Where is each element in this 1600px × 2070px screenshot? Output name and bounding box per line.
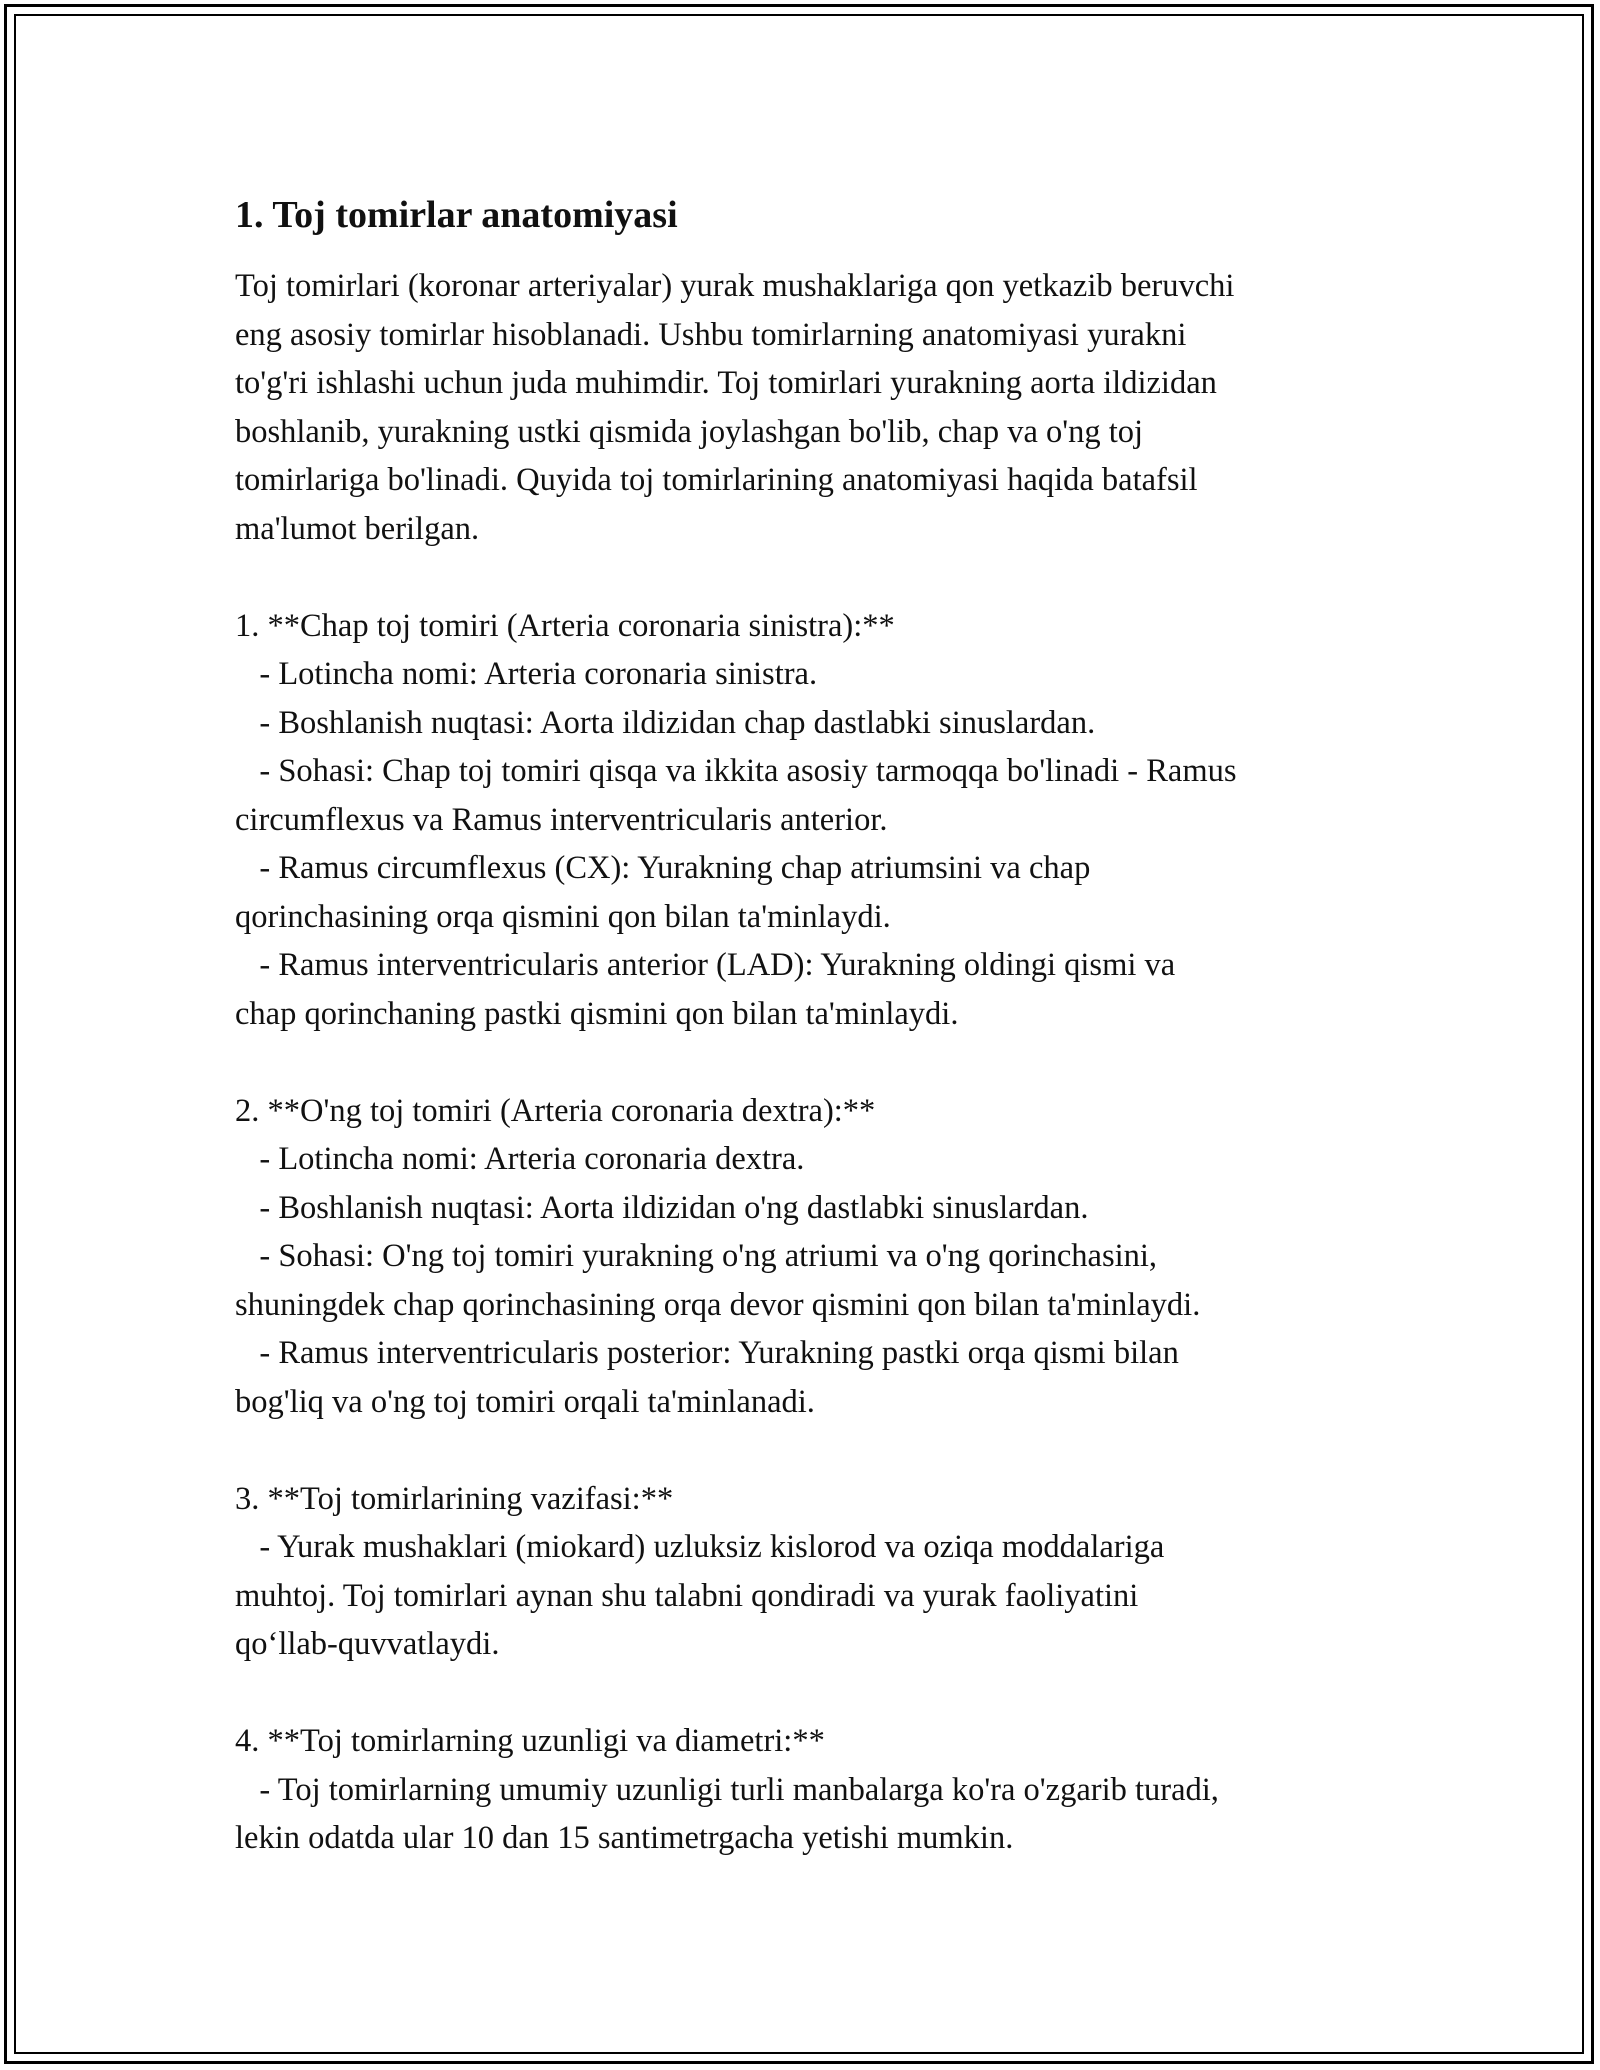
- paragraph-gap: [235, 1426, 1385, 1475]
- text-line: bog'liq va o'ng toj tomiri orqali ta'minlanadi.: [235, 1383, 815, 1420]
- text-line: - Sohasi: O'ng toj tomiri yurakning o'ng atriumi va o'ng qorinchasini,: [235, 1238, 1158, 1274]
- text-line: - Boshlanish nuqtasi: Aorta ildizidan o'ng dastlabki sinuslardan.: [235, 1189, 1089, 1226]
- section-length-diameter: [235, 1717, 1385, 1863]
- text-line: ma'lumot berilgan.: [235, 510, 480, 547]
- text-line: muhtoj. Toj tomirlari aynan shu talabni qondiradi va yurak faoliyatini: [235, 1577, 1139, 1614]
- paragraph-gap: [235, 1038, 1385, 1087]
- text-line: Toj tomirlari (koronar arteriyalar) yurak mushaklariga qon yetkazib beruvchi: [235, 268, 1235, 304]
- text-line: - Toj tomirlarning umumiy uzunligi turli manbalarga ko'ra o'zgarib turadi,: [235, 1771, 1219, 1808]
- section-heading: 1. **Chap toj tomiri (Arteria coronaria sinistra):**: [235, 607, 895, 644]
- section-coronary-function: [235, 1475, 1385, 1669]
- text-line: boshlanib, yurakning ustki qismida joylashgan bo'lib, chap va o'ng toj: [235, 413, 1144, 450]
- text-line: - Ramus interventricularis anterior (LAD): Yurakning oldingi qismi va: [235, 947, 1176, 983]
- text-line: lekin odatda ular 10 dan 15 santimetrgacha yetishi mumkin.: [235, 1820, 1014, 1856]
- text-line: eng asosiy tomirlar hisoblanadi. Ushbu tomirlarning anatomiyasi yurakni: [235, 316, 1187, 353]
- text-line: - Sohasi: Chap toj tomiri qisqa va ikkita asosiy tarmoqqa bo'linadi - Ramus: [235, 753, 1237, 789]
- text-line: chap qorinchaning pastki qismini qon bilan ta'minlaydi.: [235, 995, 959, 1032]
- paragraph-gap: [235, 553, 1385, 602]
- section-left-coronary-artery: [235, 602, 1385, 1039]
- section-heading: 3. **Toj tomirlarining vazifasi:**: [235, 1480, 674, 1517]
- text-line: - Lotincha nomi: Arteria coronaria sinistra.: [235, 656, 818, 692]
- section-heading: 2. **O'ng toj tomiri (Arteria coronaria dextra):**: [235, 1092, 876, 1129]
- intro-paragraph: [235, 262, 1385, 553]
- text-line: - Lotincha nomi: Arteria coronaria dextra.: [235, 1141, 805, 1177]
- text-line: qo‘llab-quvvatlaydi.: [235, 1626, 500, 1662]
- text-line: - Ramus interventricularis posterior: Yurakning pastki orqa qismi bilan: [235, 1335, 1179, 1371]
- section-right-coronary-artery: [235, 1087, 1385, 1427]
- text-line: - Boshlanish nuqtasi: Aorta ildizidan chap dastlabki sinuslardan.: [235, 704, 1096, 741]
- text-line: tomirlariga bo'linadi. Quyida toj tomirlarining anatomiyasi haqida batafsil: [235, 462, 1198, 498]
- text-line: - Yurak mushaklari (miokard) uzluksiz kislorod va oziqa moddalariga: [235, 1529, 1165, 1565]
- text-line: qorinchasining orqa qismini qon bilan ta'minlaydi.: [235, 898, 891, 935]
- text-line: circumflexus va Ramus interventricularis anterior.: [235, 801, 888, 838]
- section-heading: 4. **Toj tomirlarning uzunligi va diametri:**: [235, 1723, 825, 1759]
- paragraph-gap: [235, 1669, 1385, 1718]
- document-title: 1. Toj tomirlar anatomiyasi: [235, 194, 678, 236]
- text-line: - Ramus circumflexus (CX): Yurakning chap atriumsini va chap: [235, 850, 1091, 886]
- document-body: [235, 188, 1385, 1863]
- text-line: to'g'ri ishlashi uchun juda muhimdir. Toj tomirlari yurakning aorta ildizidan: [235, 365, 1217, 401]
- text-line: shuningdek chap qorinchasining orqa devor qismini qon bilan ta'minlaydi.: [235, 1286, 1201, 1323]
